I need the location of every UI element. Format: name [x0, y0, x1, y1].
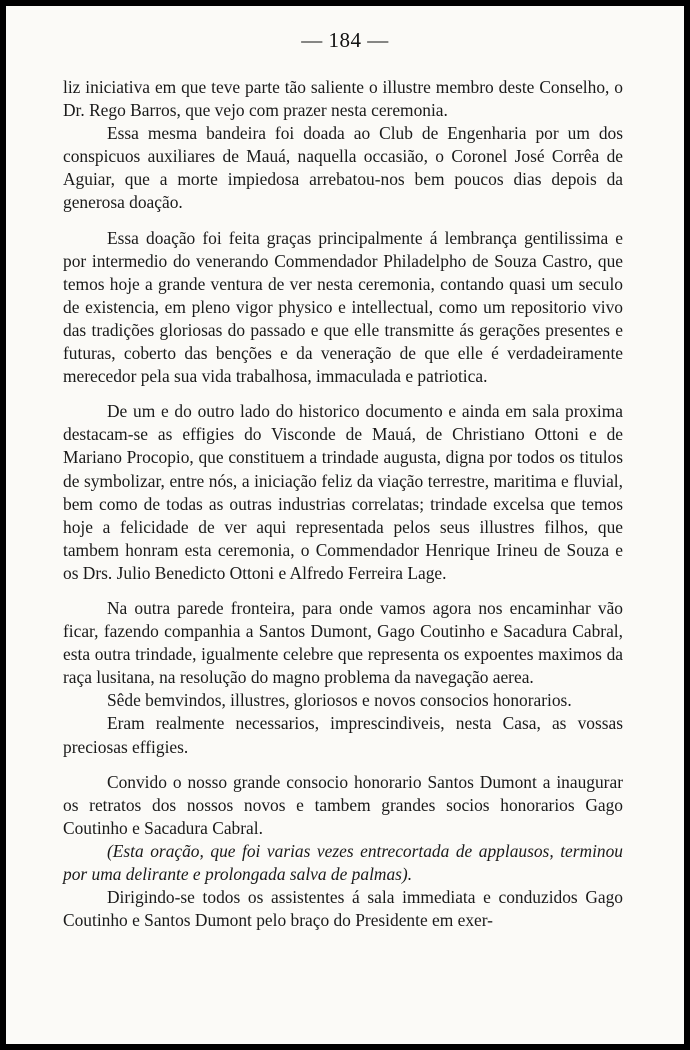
paragraph-10: Dirigindo-se todos os assistentes á sala immediata e conduzidos Gago Coutinho e Santos Dumont pelo braço do Presidente em exer-: [63, 887, 623, 931]
paragraph-2: Essa mesma bandeira foi doada ao Club de Engenharia por um dos conspicuos auxiliares de Mauá, naquella occasião, o Coronel José Corrêa de Aguiar, que a morte impiedosa arrebatou-nos bem poucos dias depois da generosa doação.: [63, 123, 623, 213]
paragraph-8: Convido o nosso grande consocio honorario Santos Dumont a inaugurar os retratos dos nossos novos e tambem grandes socios honorarios Gago Coutinho e Sacadura Cabral.: [63, 771, 623, 838]
paragraph-4: De um e do outro lado do historico documento e ainda em sala proxima destacam-se as effigies do Visconde de Mauá, de Christiano Ottoni e de Mariano Procopio, que constituem a trindade augusta, digna por todos os titulos de symbolizar, entre nós, a iniciação feliz da viação terrestre, maritima e fluvial, bem como de todas as outras industrias correlatas; trindade excelsa que temos hoje a felicidade de ver aqui representada pelos seus illustres filhos, que tambem honram esta ceremonia, o Commendador Henrique Irineu de Souza e os Drs. Julio Benedicto Ottoni e Alfredo Ferreira Lage.: [63, 401, 623, 583]
page-number: — 184 —: [301, 28, 389, 52]
paragraph-1: liz iniciativa em que teve parte tão saliente o illustre membro deste Conselho, o Dr. Rego Barros, que vejo com prazer nesta ceremonia.: [63, 77, 623, 121]
document-page: [6, 6, 684, 1044]
paragraph-7: Eram realmente necessarios, imprescindiveis, nesta Casa, as vossas preciosas effigies.: [63, 713, 623, 757]
paragraph-6: Sêde bemvindos, illustres, gloriosos e novos consocios honorarios.: [107, 690, 572, 711]
paragraph-9-italic-note: (Esta oração, que foi varias vezes entrecortada de applausos, terminou por uma delirante e prolongada salva de palmas).: [63, 840, 623, 884]
body-text: [63, 76, 623, 932]
paragraph-3: Essa doação foi feita graças principalmente á lembrança gentilissima e por intermedio do venerando Commendador Philadelpho de Souza Castro, que temos hoje a grande ventura de ver nesta ceremonia, contando quasi um seculo de existencia, em pleno vigor physico e intellectual, como um repositorio vivo das tradições gloriosas do passado e que elle transmitte ás gerações presentes e futuras, coberto das benções e da veneração de que elle é verdadeiramente merecedor pela sua vida trabalhosa, immaculada e patriotica.: [63, 227, 623, 387]
paragraph-5: Na outra parede fronteira, para onde vamos agora nos encaminhar vão ficar, fazendo companhia a Santos Dumont, Gago Coutinho e Sacadura Cabral, esta outra trindade, igualmente celebre que representa os expoentes maximos da raça lusitana, na resolução do magno problema da navegação aerea.: [63, 597, 623, 688]
